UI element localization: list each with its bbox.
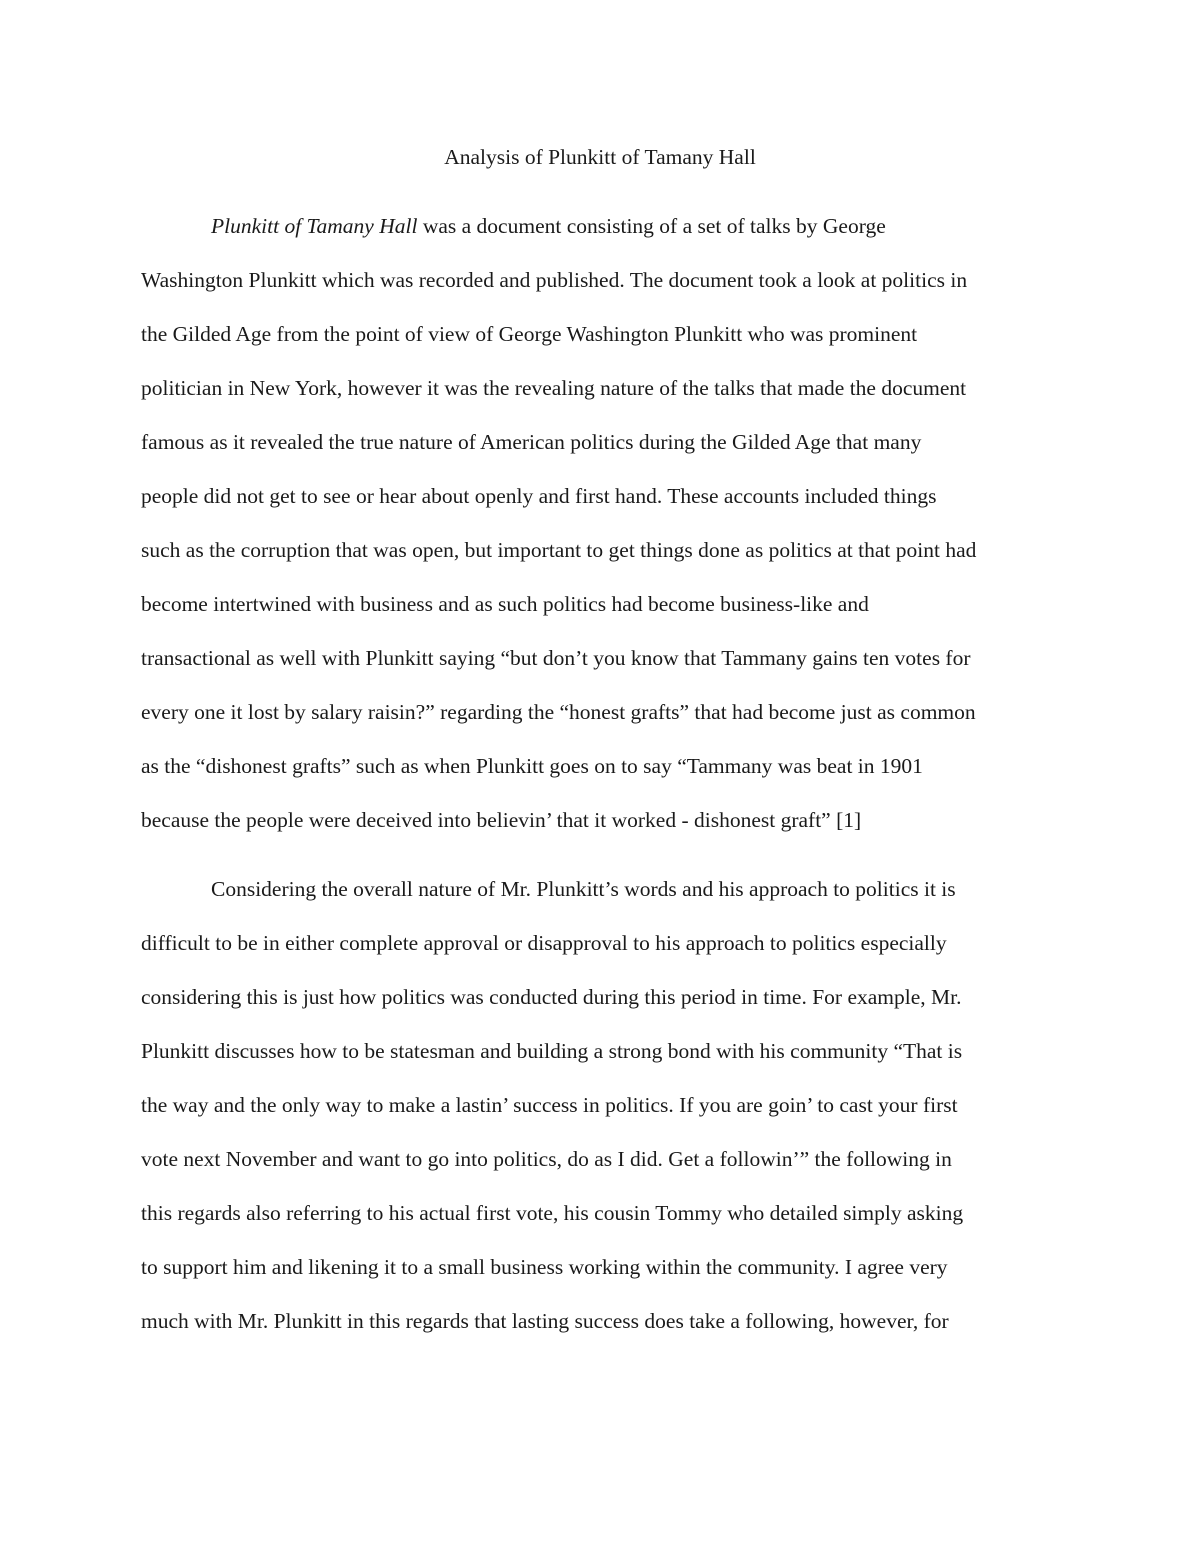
paragraph-1-lead-text: was a document consisting of a set of talks by George <box>417 214 886 238</box>
paragraph-1-first-line <box>211 211 886 241</box>
paragraph-line: such as the corruption that was open, but important to get things done as politics at that point had <box>141 538 977 562</box>
paragraph-line: difficult to be in either complete approval or disapproval to his approach to politics especially <box>141 931 947 955</box>
document-title: Analysis of Plunkitt of Tamany Hall <box>444 145 756 169</box>
paragraph-line: people did not get to see or hear about openly and first hand. These accounts included things <box>141 484 937 508</box>
paragraph-line: every one it lost by salary raisin?” regarding the “honest grafts” that had become just as common <box>141 700 976 724</box>
paragraph-line: politician in New York, however it was the revealing nature of the talks that made the document <box>141 376 967 400</box>
paragraph-line: Considering the overall nature of Mr. Plunkitt’s words and his approach to politics it is <box>211 877 956 901</box>
paragraph-line: to support him and likening it to a small business working within the community. I agree very <box>141 1255 948 1279</box>
paragraph-line: because the people were deceived into believin’ that it worked - dishonest graft” [1] <box>141 808 862 832</box>
paragraph-line: vote next November and want to go into politics, do as I did. Get a followin’” the following in <box>141 1147 952 1171</box>
paragraph-line: this regards also referring to his actual first vote, his cousin Tommy who detailed simply asking <box>141 1201 964 1225</box>
paragraph-line: much with Mr. Plunkitt in this regards that lasting success does take a following, however, for <box>141 1309 949 1333</box>
paragraph-line: famous as it revealed the true nature of American politics during the Gilded Age that many <box>141 430 922 454</box>
paragraph-line: Washington Plunkitt which was recorded and published. The document took a look at politics in <box>141 268 968 292</box>
paragraph-line: become intertwined with business and as such politics had become business-like and <box>141 592 869 616</box>
paragraph-line: Plunkitt discusses how to be statesman and building a strong bond with his community “That is <box>141 1039 963 1063</box>
paragraph-line: considering this is just how politics was conducted during this period in time. For example, Mr. <box>141 985 962 1009</box>
paragraph-line: the way and the only way to make a lastin’ success in politics. If you are goin’ to cast your first <box>141 1093 958 1117</box>
paragraph-line: the Gilded Age from the point of view of George Washington Plunkitt who was prominent <box>141 322 918 346</box>
paragraph-line: as the “dishonest grafts” such as when Plunkitt goes on to say “Tammany was beat in 1901 <box>141 754 923 778</box>
paragraph-line: transactional as well with Plunkitt saying “but don’t you know that Tammany gains ten votes for <box>141 646 971 670</box>
book-title: Plunkitt of Tamany Hall <box>211 214 418 238</box>
